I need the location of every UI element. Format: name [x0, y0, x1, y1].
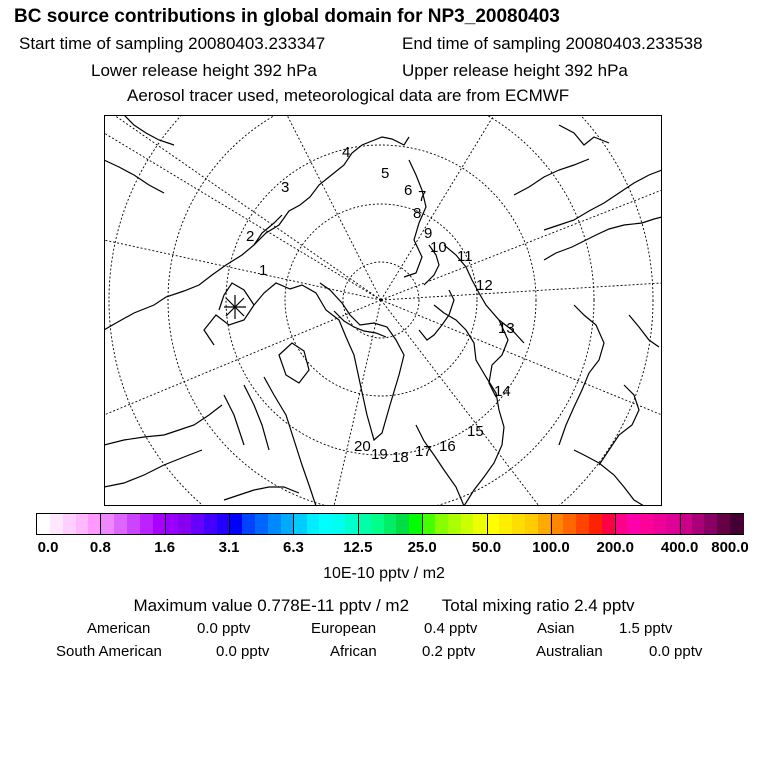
colorbar-tick-label: 50.0 [471, 539, 502, 556]
summary-line [0, 597, 768, 614]
colorbar-swatch [550, 514, 563, 534]
traj-label-17: 17 [415, 443, 432, 460]
traj-label-4: 4 [342, 144, 351, 161]
colorbar-tick-label: 12.5 [343, 539, 373, 556]
traj-label-2: 2 [246, 228, 255, 245]
colorbar-tick-label: 200.0 [596, 539, 635, 556]
colorbar-divider [229, 514, 230, 534]
colorbar-swatch [384, 514, 397, 534]
colorbar-swatch [396, 514, 409, 534]
colorbar-tick-label: 25.0 [407, 539, 437, 556]
colorbar-swatch [230, 514, 243, 534]
traj-label-20: 20 [354, 438, 371, 455]
colorbar-swatch [499, 514, 512, 534]
colorbar-swatch [576, 514, 589, 534]
colorbar-swatch [242, 514, 255, 534]
traj-label-3: 3 [281, 179, 290, 196]
region-name: American [87, 620, 151, 637]
colorbar-swatch [692, 514, 705, 534]
colorbar-swatch [448, 514, 461, 534]
traj-label-7: 7 [418, 188, 427, 205]
source-asterisk-icon [224, 295, 246, 319]
region-name: European [311, 620, 377, 637]
colorbar-swatch [512, 514, 525, 534]
traj-label-5: 5 [381, 165, 390, 182]
colorbar-swatch [409, 514, 422, 534]
colorbar-swatch [730, 514, 743, 534]
region-name: Asian [537, 620, 575, 637]
colorbar-swatch [140, 514, 153, 534]
colorbar-divider [487, 514, 488, 534]
colorbar-swatch [486, 514, 499, 534]
colorbar-divider [165, 514, 166, 534]
region-value: 0.0 pptv [197, 620, 251, 637]
colorbar-swatch [319, 514, 332, 534]
colorbar-swatch [461, 514, 474, 534]
figure-title: BC source contributions in global domain for NP3_20080403 [14, 6, 560, 27]
colorbar-swatch [37, 514, 50, 534]
upper-release-height: Upper release height 392 hPa [402, 61, 628, 80]
colorbar-divider [551, 514, 552, 534]
total-mixing-ratio: Total mixing ratio 2.4 pptv [441, 596, 635, 615]
colorbar-swatch [255, 514, 268, 534]
sampling-end: End time of sampling 20080403.233538 [402, 34, 703, 53]
colorbar-swatch [101, 514, 114, 534]
traj-label-6: 6 [404, 182, 413, 199]
traj-label-8: 8 [413, 205, 422, 222]
colorbar-swatch [589, 514, 602, 534]
region-name: African [330, 643, 377, 660]
colorbar-swatch [666, 514, 679, 534]
colorbar-tick-label: 1.6 [154, 539, 176, 556]
colorbar-swatch [717, 514, 730, 534]
traj-label-18: 18 [392, 449, 409, 466]
colorbar-swatch [615, 514, 628, 534]
colorbar-swatch [640, 514, 653, 534]
colorbar-swatch [307, 514, 320, 534]
colorbar-tick-label: 6.3 [283, 539, 304, 556]
region-value: 0.2 pptv [422, 643, 476, 660]
colorbar-swatch [114, 514, 127, 534]
region-value: 1.5 pptv [619, 620, 673, 637]
colorbar-swatch [602, 514, 615, 534]
colorbar-swatch [76, 514, 89, 534]
traj-label-19: 19 [371, 446, 388, 463]
colorbar-divider [680, 514, 681, 534]
region-value: 0.0 pptv [649, 643, 703, 660]
colorbar-swatch [191, 514, 204, 534]
colorbar-swatch [422, 514, 435, 534]
lower-release-height: Lower release height 392 hPa [91, 61, 317, 80]
traj-label-13: 13 [498, 320, 515, 337]
colorbar-swatch [63, 514, 76, 534]
colorbar-swatch [563, 514, 576, 534]
region-value: 0.0 pptv [216, 643, 270, 660]
colorbar-divider [615, 514, 616, 534]
polar-map [104, 115, 662, 506]
colorbar-divider [422, 514, 423, 534]
colorbar-swatch [345, 514, 358, 534]
colorbar-divider [358, 514, 359, 534]
colorbar-swatch [332, 514, 345, 534]
colorbar-tick-label: 0.8 [89, 539, 111, 556]
colorbar-swatch [473, 514, 486, 534]
colorbar-swatch [358, 514, 371, 534]
region-name: South American [56, 643, 162, 660]
colorbar [36, 513, 744, 535]
colorbar-tick-label: 0.0 [37, 539, 59, 556]
region-name: Australian [536, 643, 603, 660]
traj-label-15: 15 [467, 423, 484, 440]
traj-label-11: 11 [457, 248, 473, 265]
tracer-note: Aerosol tracer used, meteorological data are from ECMWF [127, 86, 570, 105]
colorbar-swatch [435, 514, 448, 534]
traj-label-16: 16 [439, 438, 456, 455]
colorbar-swatch [268, 514, 281, 534]
region-value: 0.4 pptv [424, 620, 478, 637]
traj-label-12: 12 [476, 277, 493, 294]
colorbar-swatch [204, 514, 217, 534]
colorbar-swatch [371, 514, 384, 534]
colorbar-swatch [525, 514, 538, 534]
colorbar-tick-label: 400.0 [660, 539, 699, 556]
colorbar-tick-label: 3.1 [218, 539, 240, 556]
colorbar-swatch [627, 514, 640, 534]
colorbar-tick-label: 800.0 [711, 539, 749, 556]
traj-label-10: 10 [430, 239, 447, 256]
colorbar-swatch [165, 514, 178, 534]
colorbar-swatch [704, 514, 717, 534]
colorbar-swatch [127, 514, 140, 534]
max-value: Maximum value 0.778E-11 pptv / m2 [133, 596, 410, 615]
map-canvas [104, 115, 662, 506]
colorbar-divider [293, 514, 294, 534]
colorbar-swatch [653, 514, 666, 534]
sampling-start: Start time of sampling 20080403.233347 [19, 34, 326, 53]
colorbar-swatch [679, 514, 692, 534]
colorbar-tick-label: 100.0 [532, 539, 570, 556]
traj-label-9: 9 [424, 225, 433, 242]
colorbar-swatch [538, 514, 551, 534]
colorbar-swatch [294, 514, 307, 534]
colorbar-swatch [281, 514, 294, 534]
traj-label-1: 1 [259, 262, 268, 279]
colorbar-units: 10E-10 pptv / m2 [323, 565, 445, 582]
colorbar-swatch [50, 514, 63, 534]
colorbar-swatch [178, 514, 191, 534]
colorbar-divider [100, 514, 101, 534]
traj-label-14: 14 [494, 383, 511, 400]
